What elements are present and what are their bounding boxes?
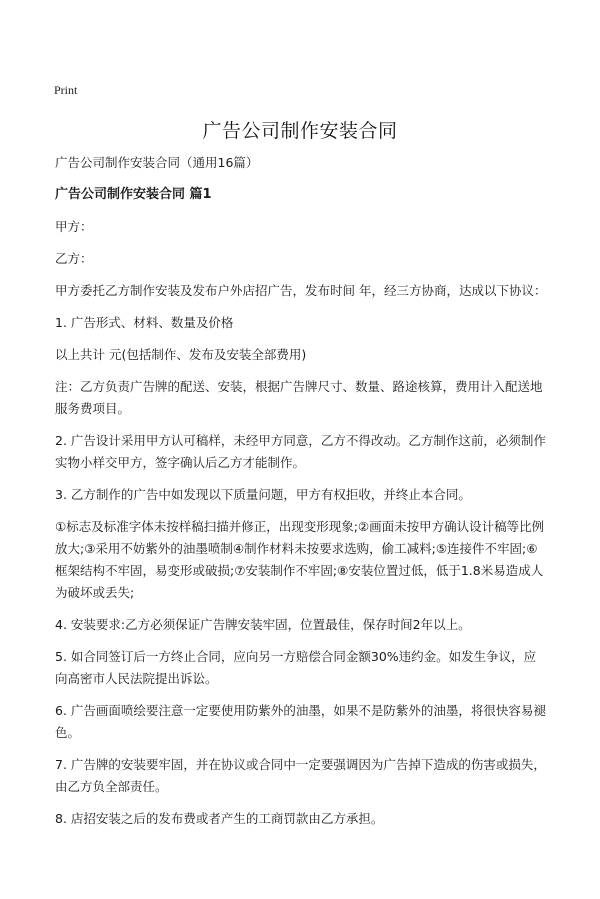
paragraph-clause-1: 1. 广告形式、材料、数量及价格 <box>55 315 234 330</box>
paragraph-party-b: 乙方： <box>55 251 93 266</box>
page-title: 广告公司制作安装合同 <box>202 120 398 142</box>
document-body <box>55 152 547 840</box>
paragraph-clause-3: 3. 乙方制作的广告中如发现以下质量问题，甲方有权拒收，并终止本合同。 <box>55 487 471 502</box>
paragraph-party-a: 甲方： <box>55 219 93 234</box>
paragraph-clause-7: 7. 广告牌的安装要牢固，并在协议或合同中一定要强调因为广告掉下造成的伤害或损失，由乙方负全部责任。 <box>55 757 546 794</box>
paragraph-clause-2: 2. 广告设计采用甲方认可稿样，未经甲方同意，乙方不得改动。乙方制作这前，必须制作实物小样交甲方，签字确认后乙方才能制作。 <box>55 433 546 470</box>
document-subtitle: 广告公司制作安装合同（通用16篇） <box>55 155 259 170</box>
paragraph-total: 以上共计 元(包括制作、发布及安装全部费用) <box>55 347 307 362</box>
paragraph-note: 注：乙方负责广告牌的配送、安装，根据广告牌尺寸、数量、路途核算，费用计入配送地服务费项目。 <box>55 379 543 416</box>
paragraph-quality-issues: ①标志及标准字体未按样稿扫描并修正，出现变形现象;②画面未按甲方确认设计稿等比例放大;③采用不妨紫外的油墨喷制④制作材料未按要求选购，偷工减料;⑤连接件不牢固;⑥框架结构不牢固，易变形或破损;⑦安装制作不牢固;⑧安装位置过低，低于1.8米易造成人为破坏或丢失; <box>55 519 545 600</box>
paragraph-intro: 甲方委托乙方制作安装及发布户外店招广告，发布时间 年，经三方协商，达成以下协议： <box>55 283 547 298</box>
paragraph-clause-6: 6. 广告画面喷绘要注意一定要使用防紫外的油墨，如果不是防紫外的油墨，将很快容易褪色。 <box>55 703 546 740</box>
paragraph-clause-8: 8. 店招安装之后的发布费或者产生的工商罚款由乙方承担。 <box>55 811 384 826</box>
print-label[interactable]: Print <box>54 83 78 97</box>
paragraph-clause-4: 4. 安装要求:乙方必须保证广告牌安装牢固，位置最佳，保存时间2年以上。 <box>55 617 471 632</box>
paragraph-clause-5: 5. 如合同签订后一方终止合同，应向另一方赔偿合同金额30%违约金。如发生争议，应向高密市人民法院提出诉讼。 <box>55 649 537 686</box>
section-heading: 广告公司制作安装合同 篇1 <box>55 187 212 202</box>
